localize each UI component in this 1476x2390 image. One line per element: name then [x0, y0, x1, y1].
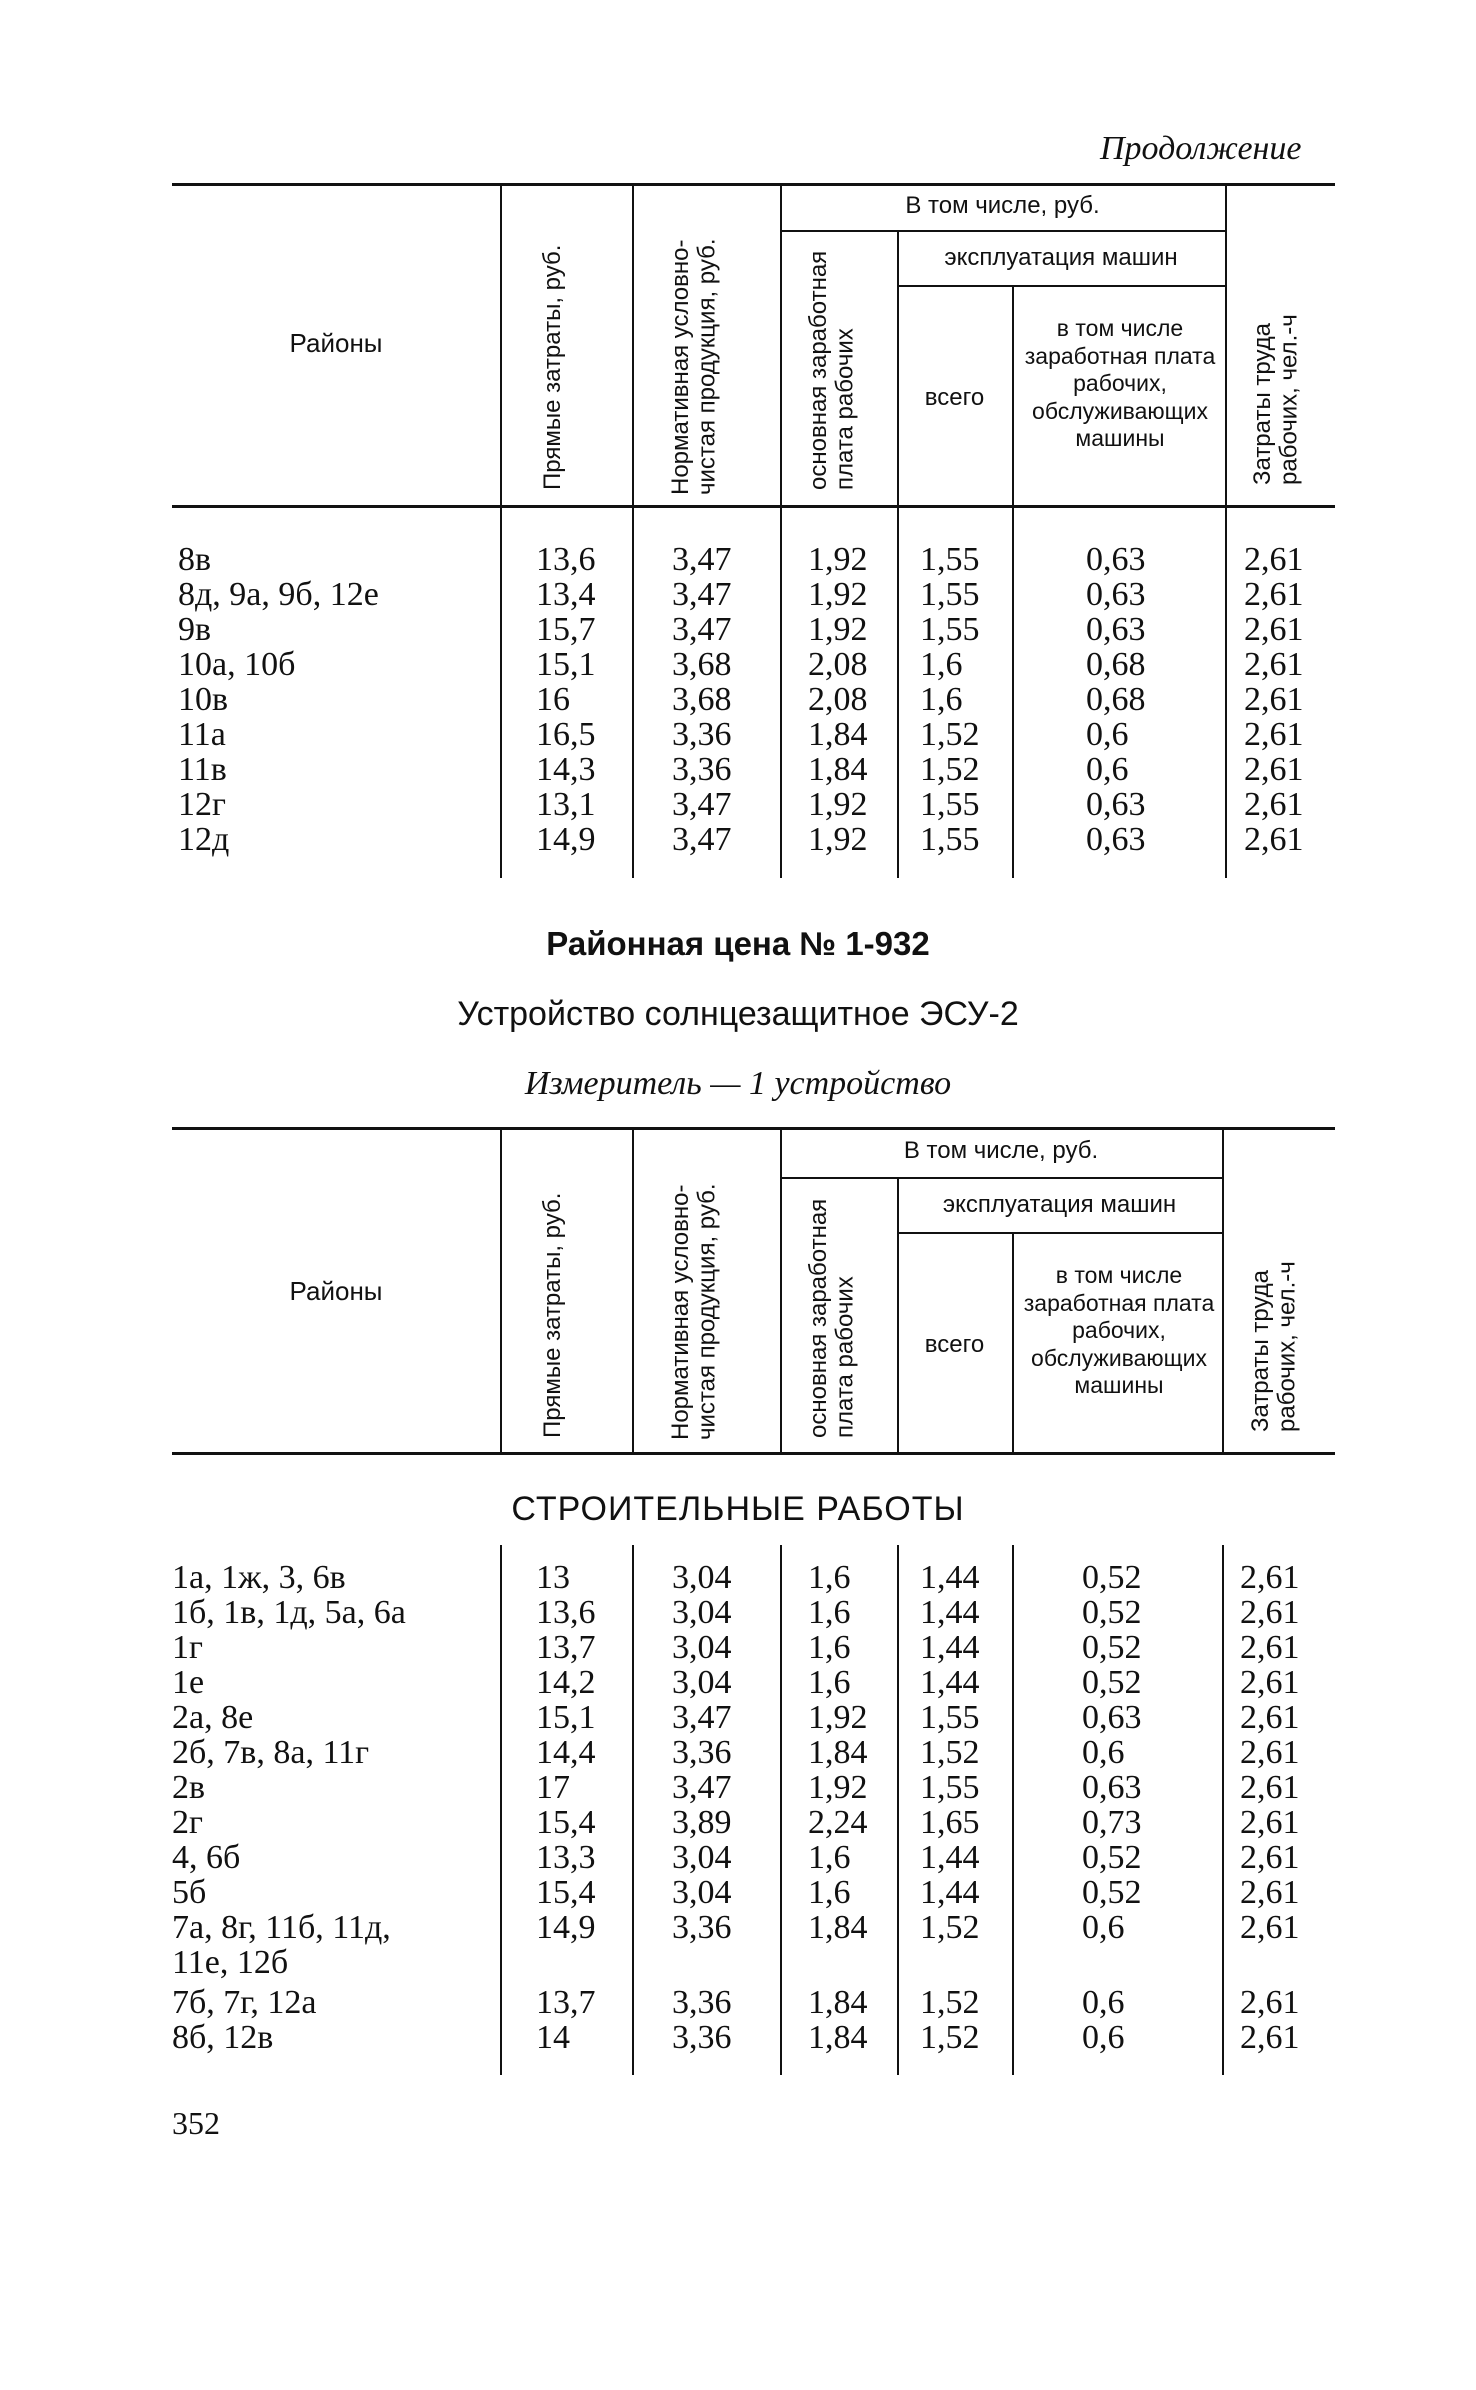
- page-number: 352: [172, 2105, 220, 2141]
- wage-cell: 1,92: [808, 576, 868, 613]
- machine-wage-cell: 0,6: [1086, 716, 1129, 753]
- district-cell: 9в: [178, 611, 212, 648]
- normative-cell: 3,36: [672, 1734, 732, 1771]
- wage-cell: 1,92: [808, 1769, 868, 1806]
- header-normative-net: Нормативная условно-чистая продукция, руб.: [667, 1183, 721, 1440]
- machine-wage-cell: 0,6: [1082, 1909, 1125, 1946]
- header-districts: Районы: [289, 1276, 383, 1306]
- wage-cell: 1,92: [808, 541, 868, 578]
- header-direct-costs: Прямые затраты, руб.: [539, 244, 566, 490]
- measure-unit: Измеритель — 1 устройство: [524, 1065, 952, 1102]
- machine-wage-cell: 0,52: [1082, 1664, 1142, 1701]
- machine-wage-cell: 0,6: [1082, 1984, 1125, 2021]
- direct-cost-cell: 14,4: [536, 1734, 596, 1771]
- column-divider: [1222, 1129, 1224, 1454]
- district-cell: 8в: [178, 541, 212, 578]
- machine-wage-cell: 0,6: [1086, 751, 1129, 788]
- direct-cost-cell: 14,9: [536, 821, 596, 858]
- wage-cell: 1,6: [808, 1559, 851, 1596]
- direct-cost-cell: 13: [536, 1559, 570, 1596]
- labor-cell: 2,61: [1240, 1804, 1300, 1841]
- wage-cell: 1,84: [808, 1734, 868, 1771]
- wage-cell: 1,92: [808, 611, 868, 648]
- normative-cell: 3,89: [672, 1804, 732, 1841]
- machine-total-cell: 1,55: [920, 611, 980, 648]
- machine-wage-cell: 0,52: [1082, 1629, 1142, 1666]
- table-row: [0, 1665, 1476, 1700]
- header-total: всего: [924, 1331, 985, 1358]
- header-total: всего: [924, 384, 985, 411]
- column-divider: [1225, 185, 1227, 507]
- header-districts: Районы: [289, 328, 383, 358]
- labor-cell: 2,61: [1244, 821, 1304, 858]
- column-divider: [897, 1177, 899, 1454]
- table-row: [0, 787, 1476, 822]
- machine-wage-cell: 0,6: [1082, 1734, 1125, 1771]
- direct-cost-cell: 13,7: [536, 1629, 596, 1666]
- wage-cell: 1,6: [808, 1594, 851, 1631]
- district-cell: 1е: [172, 1664, 205, 1701]
- table-row: [0, 1805, 1476, 1840]
- column-divider: [897, 230, 899, 507]
- column-divider: [500, 1129, 502, 1454]
- construction-works-heading: СТРОИТЕЛЬНЫЕ РАБОТЫ: [511, 1490, 965, 1528]
- normative-cell: 3,36: [672, 1984, 732, 2021]
- wage-cell: 1,84: [808, 751, 868, 788]
- labor-cell: 2,61: [1240, 1874, 1300, 1911]
- labor-cell: 2,61: [1240, 1559, 1300, 1596]
- column-divider: [1012, 1232, 1014, 1454]
- district-cell: 1г: [172, 1629, 203, 1666]
- rule: [172, 1127, 1335, 1130]
- wage-cell: 1,6: [808, 1874, 851, 1911]
- rule: [780, 230, 1225, 232]
- column-divider: [632, 185, 634, 507]
- wage-cell: 1,84: [808, 2019, 868, 2056]
- machine-total-cell: 1,44: [920, 1664, 980, 1701]
- machine-wage-cell: 0,63: [1082, 1769, 1142, 1806]
- normative-cell: 3,04: [672, 1874, 732, 1911]
- labor-cell: 2,61: [1244, 786, 1304, 823]
- table-row: [0, 1560, 1476, 1595]
- machine-total-cell: 1,44: [920, 1629, 980, 1666]
- table-row: [0, 542, 1476, 577]
- wage-cell: 1,84: [808, 1984, 868, 2021]
- wage-cell: 1,84: [808, 716, 868, 753]
- machine-total-cell: 1,55: [920, 821, 980, 858]
- rule: [897, 285, 1225, 287]
- continuation-label: Продолжение: [1100, 130, 1302, 167]
- district-cell: 7а, 8г, 11б, 11д,: [172, 1909, 391, 1946]
- column-divider: [632, 1129, 634, 1454]
- labor-cell: 2,61: [1240, 1909, 1300, 1946]
- district-cell: 8б, 12в: [172, 2019, 274, 2056]
- labor-cell: 2,61: [1240, 1594, 1300, 1631]
- direct-cost-cell: 14,9: [536, 1909, 596, 1946]
- machine-wage-cell: 0,63: [1086, 541, 1146, 578]
- normative-cell: 3,36: [672, 716, 732, 753]
- header-normative-net: Нормативная условно-чистая продукция, руб.: [667, 238, 721, 495]
- machine-total-cell: 1,55: [920, 1699, 980, 1736]
- direct-cost-cell: 14: [536, 2019, 570, 2056]
- labor-cell: 2,61: [1244, 751, 1304, 788]
- device-title: Устройство солнцезащитное ЭСУ-2: [457, 995, 1019, 1033]
- machine-total-cell: 1,44: [920, 1874, 980, 1911]
- rule: [172, 1452, 1335, 1455]
- machine-total-cell: 1,52: [920, 716, 980, 753]
- machine-total-cell: 1,65: [920, 1804, 980, 1841]
- machine-total-cell: 1,52: [920, 2019, 980, 2056]
- normative-cell: 3,04: [672, 1559, 732, 1596]
- table-row: [0, 1595, 1476, 1630]
- table-row: [0, 822, 1476, 857]
- machine-wage-cell: 0,68: [1086, 646, 1146, 683]
- machine-wage-cell: 0,52: [1082, 1874, 1142, 1911]
- normative-cell: 3,47: [672, 576, 732, 613]
- district-cell: 8д, 9а, 9б, 12е: [178, 576, 379, 613]
- header-including-wage: в том числе заработная плата рабочих, обслуживающих машины: [1023, 1262, 1215, 1399]
- normative-cell: 3,68: [672, 646, 732, 683]
- normative-cell: 3,47: [672, 786, 732, 823]
- wage-cell: 2,08: [808, 681, 868, 718]
- table-row: [0, 1700, 1476, 1735]
- machine-wage-cell: 0,68: [1086, 681, 1146, 718]
- district-cell: 7б, 7г, 12а: [172, 1984, 317, 2021]
- machine-wage-cell: 0,52: [1082, 1594, 1142, 1631]
- labor-cell: 2,61: [1244, 541, 1304, 578]
- column-divider: [1012, 285, 1014, 507]
- header-including: В том числе, руб.: [903, 1137, 1099, 1164]
- machine-wage-cell: 0,63: [1082, 1699, 1142, 1736]
- wage-cell: 1,92: [808, 1699, 868, 1736]
- machine-wage-cell: 0,63: [1086, 611, 1146, 648]
- table-row: [0, 1770, 1476, 1805]
- labor-cell: 2,61: [1240, 2019, 1300, 2056]
- machine-total-cell: 1,44: [920, 1839, 980, 1876]
- direct-cost-cell: 14,3: [536, 751, 596, 788]
- district-cell: 11в: [178, 751, 227, 788]
- table-row: [0, 1875, 1476, 1910]
- wage-cell: 1,6: [808, 1839, 851, 1876]
- rule: [897, 1232, 1222, 1234]
- wage-cell: 2,24: [808, 1804, 868, 1841]
- machine-wage-cell: 0,6: [1082, 2019, 1125, 2056]
- normative-cell: 3,47: [672, 821, 732, 858]
- wage-cell: 1,92: [808, 821, 868, 858]
- normative-cell: 3,36: [672, 751, 732, 788]
- district-cell: 2г: [172, 1804, 203, 1841]
- header-direct-costs: Прямые затраты, руб.: [539, 1192, 566, 1438]
- header-machine-operation: эксплуатация машин: [944, 244, 1178, 271]
- labor-cell: 2,61: [1240, 1839, 1300, 1876]
- normative-cell: 3,04: [672, 1629, 732, 1666]
- district-cell: 2в: [172, 1769, 206, 1806]
- wage-cell: 1,84: [808, 1909, 868, 1946]
- direct-cost-cell: 15,1: [536, 646, 596, 683]
- rule: [780, 1177, 1222, 1179]
- machine-wage-cell: 0,52: [1082, 1839, 1142, 1876]
- district-cell: 12д: [178, 821, 230, 858]
- machine-total-cell: 1,6: [920, 681, 963, 718]
- machine-wage-cell: 0,63: [1086, 576, 1146, 613]
- wage-cell: 1,6: [808, 1664, 851, 1701]
- normative-cell: 3,36: [672, 2019, 732, 2056]
- district-cell: 2а, 8е: [172, 1699, 254, 1736]
- machine-wage-cell: 0,52: [1082, 1559, 1142, 1596]
- header-base-wage: основная заработная плата рабочих: [805, 1198, 859, 1438]
- district-cell: 11а: [178, 716, 226, 753]
- direct-cost-cell: 13,1: [536, 786, 596, 823]
- direct-cost-cell: 17: [536, 1769, 570, 1806]
- district-cell: 4, 6б: [172, 1839, 241, 1876]
- labor-cell: 2,61: [1244, 576, 1304, 613]
- machine-total-cell: 1,52: [920, 1984, 980, 2021]
- normative-cell: 3,36: [672, 1909, 732, 1946]
- labor-cell: 2,61: [1240, 1734, 1300, 1771]
- header-machine-operation: эксплуатация машин: [942, 1191, 1177, 1218]
- machine-total-cell: 1,6: [920, 646, 963, 683]
- machine-total-cell: 1,44: [920, 1594, 980, 1631]
- table-row: [0, 1945, 1476, 1980]
- district-cell: 12г: [178, 786, 226, 823]
- machine-total-cell: 1,52: [920, 751, 980, 788]
- normative-cell: 3,47: [672, 541, 732, 578]
- table-row: [0, 717, 1476, 752]
- direct-cost-cell: 15,1: [536, 1699, 596, 1736]
- labor-cell: 2,61: [1240, 1769, 1300, 1806]
- labor-cell: 2,61: [1240, 1629, 1300, 1666]
- direct-cost-cell: 15,7: [536, 611, 596, 648]
- machine-total-cell: 1,52: [920, 1734, 980, 1771]
- labor-cell: 2,61: [1244, 646, 1304, 683]
- district-cell: 11е, 12б: [172, 1944, 289, 1981]
- direct-cost-cell: 13,6: [536, 1594, 596, 1631]
- wage-cell: 1,6: [808, 1629, 851, 1666]
- direct-cost-cell: 13,6: [536, 541, 596, 578]
- labor-cell: 2,61: [1240, 1984, 1300, 2021]
- district-cell: 2б, 7в, 8а, 11г: [172, 1734, 370, 1771]
- machine-total-cell: 1,55: [920, 786, 980, 823]
- table-row: [0, 1840, 1476, 1875]
- machine-wage-cell: 0,63: [1086, 786, 1146, 823]
- header-including-wage: в том числе заработная плата рабочих, обслуживающих машины: [1024, 315, 1216, 452]
- table-row: [0, 1735, 1476, 1770]
- direct-cost-cell: 15,4: [536, 1874, 596, 1911]
- normative-cell: 3,47: [672, 1699, 732, 1736]
- rule: [172, 505, 1335, 508]
- table-row: [0, 647, 1476, 682]
- wage-cell: 2,08: [808, 646, 868, 683]
- column-divider: [780, 185, 782, 507]
- district-cell: 1а, 1ж, 3, 6в: [172, 1559, 346, 1596]
- labor-cell: 2,61: [1244, 681, 1304, 718]
- machine-total-cell: 1,55: [920, 1769, 980, 1806]
- machine-total-cell: 1,52: [920, 1909, 980, 1946]
- header-including: В том числе, руб.: [905, 192, 1100, 219]
- direct-cost-cell: 16: [536, 681, 570, 718]
- labor-cell: 2,61: [1240, 1664, 1300, 1701]
- table-row: [0, 2020, 1476, 2055]
- direct-cost-cell: 15,4: [536, 1804, 596, 1841]
- district-cell: 10а, 10б: [178, 646, 296, 683]
- direct-cost-cell: 13,3: [536, 1839, 596, 1876]
- labor-cell: 2,61: [1240, 1699, 1300, 1736]
- header-labor: Затраты труда рабочих, чел.-ч: [1249, 314, 1303, 485]
- normative-cell: 3,68: [672, 681, 732, 718]
- header-base-wage: основная заработная плата рабочих: [805, 250, 859, 490]
- normative-cell: 3,47: [672, 611, 732, 648]
- normative-cell: 3,04: [672, 1594, 732, 1631]
- table-row: [0, 752, 1476, 787]
- table-row: [0, 1630, 1476, 1665]
- machine-total-cell: 1,55: [920, 576, 980, 613]
- district-cell: 10в: [178, 681, 229, 718]
- header-labor: Затраты труда рабочих, чел.-ч: [1247, 1261, 1301, 1432]
- table-row: [0, 1910, 1476, 1945]
- table-row: [0, 1985, 1476, 2020]
- district-cell: 1б, 1в, 1д, 5а, 6а: [172, 1594, 406, 1631]
- machine-wage-cell: 0,63: [1086, 821, 1146, 858]
- rule: [172, 183, 1335, 186]
- machine-total-cell: 1,55: [920, 541, 980, 578]
- normative-cell: 3,04: [672, 1664, 732, 1701]
- district-cell: 5б: [172, 1874, 207, 1911]
- machine-total-cell: 1,44: [920, 1559, 980, 1596]
- column-divider: [500, 185, 502, 507]
- direct-cost-cell: 13,4: [536, 576, 596, 613]
- machine-wage-cell: 0,73: [1082, 1804, 1142, 1841]
- wage-cell: 1,92: [808, 786, 868, 823]
- table-row: [0, 612, 1476, 647]
- direct-cost-cell: 13,7: [536, 1984, 596, 2021]
- labor-cell: 2,61: [1244, 716, 1304, 753]
- labor-cell: 2,61: [1244, 611, 1304, 648]
- table-row: [0, 577, 1476, 612]
- table-row: [0, 682, 1476, 717]
- direct-cost-cell: 14,2: [536, 1664, 596, 1701]
- direct-cost-cell: 16,5: [536, 716, 596, 753]
- normative-cell: 3,47: [672, 1769, 732, 1806]
- price-number-heading: Районная цена № 1-932: [546, 925, 930, 962]
- normative-cell: 3,04: [672, 1839, 732, 1876]
